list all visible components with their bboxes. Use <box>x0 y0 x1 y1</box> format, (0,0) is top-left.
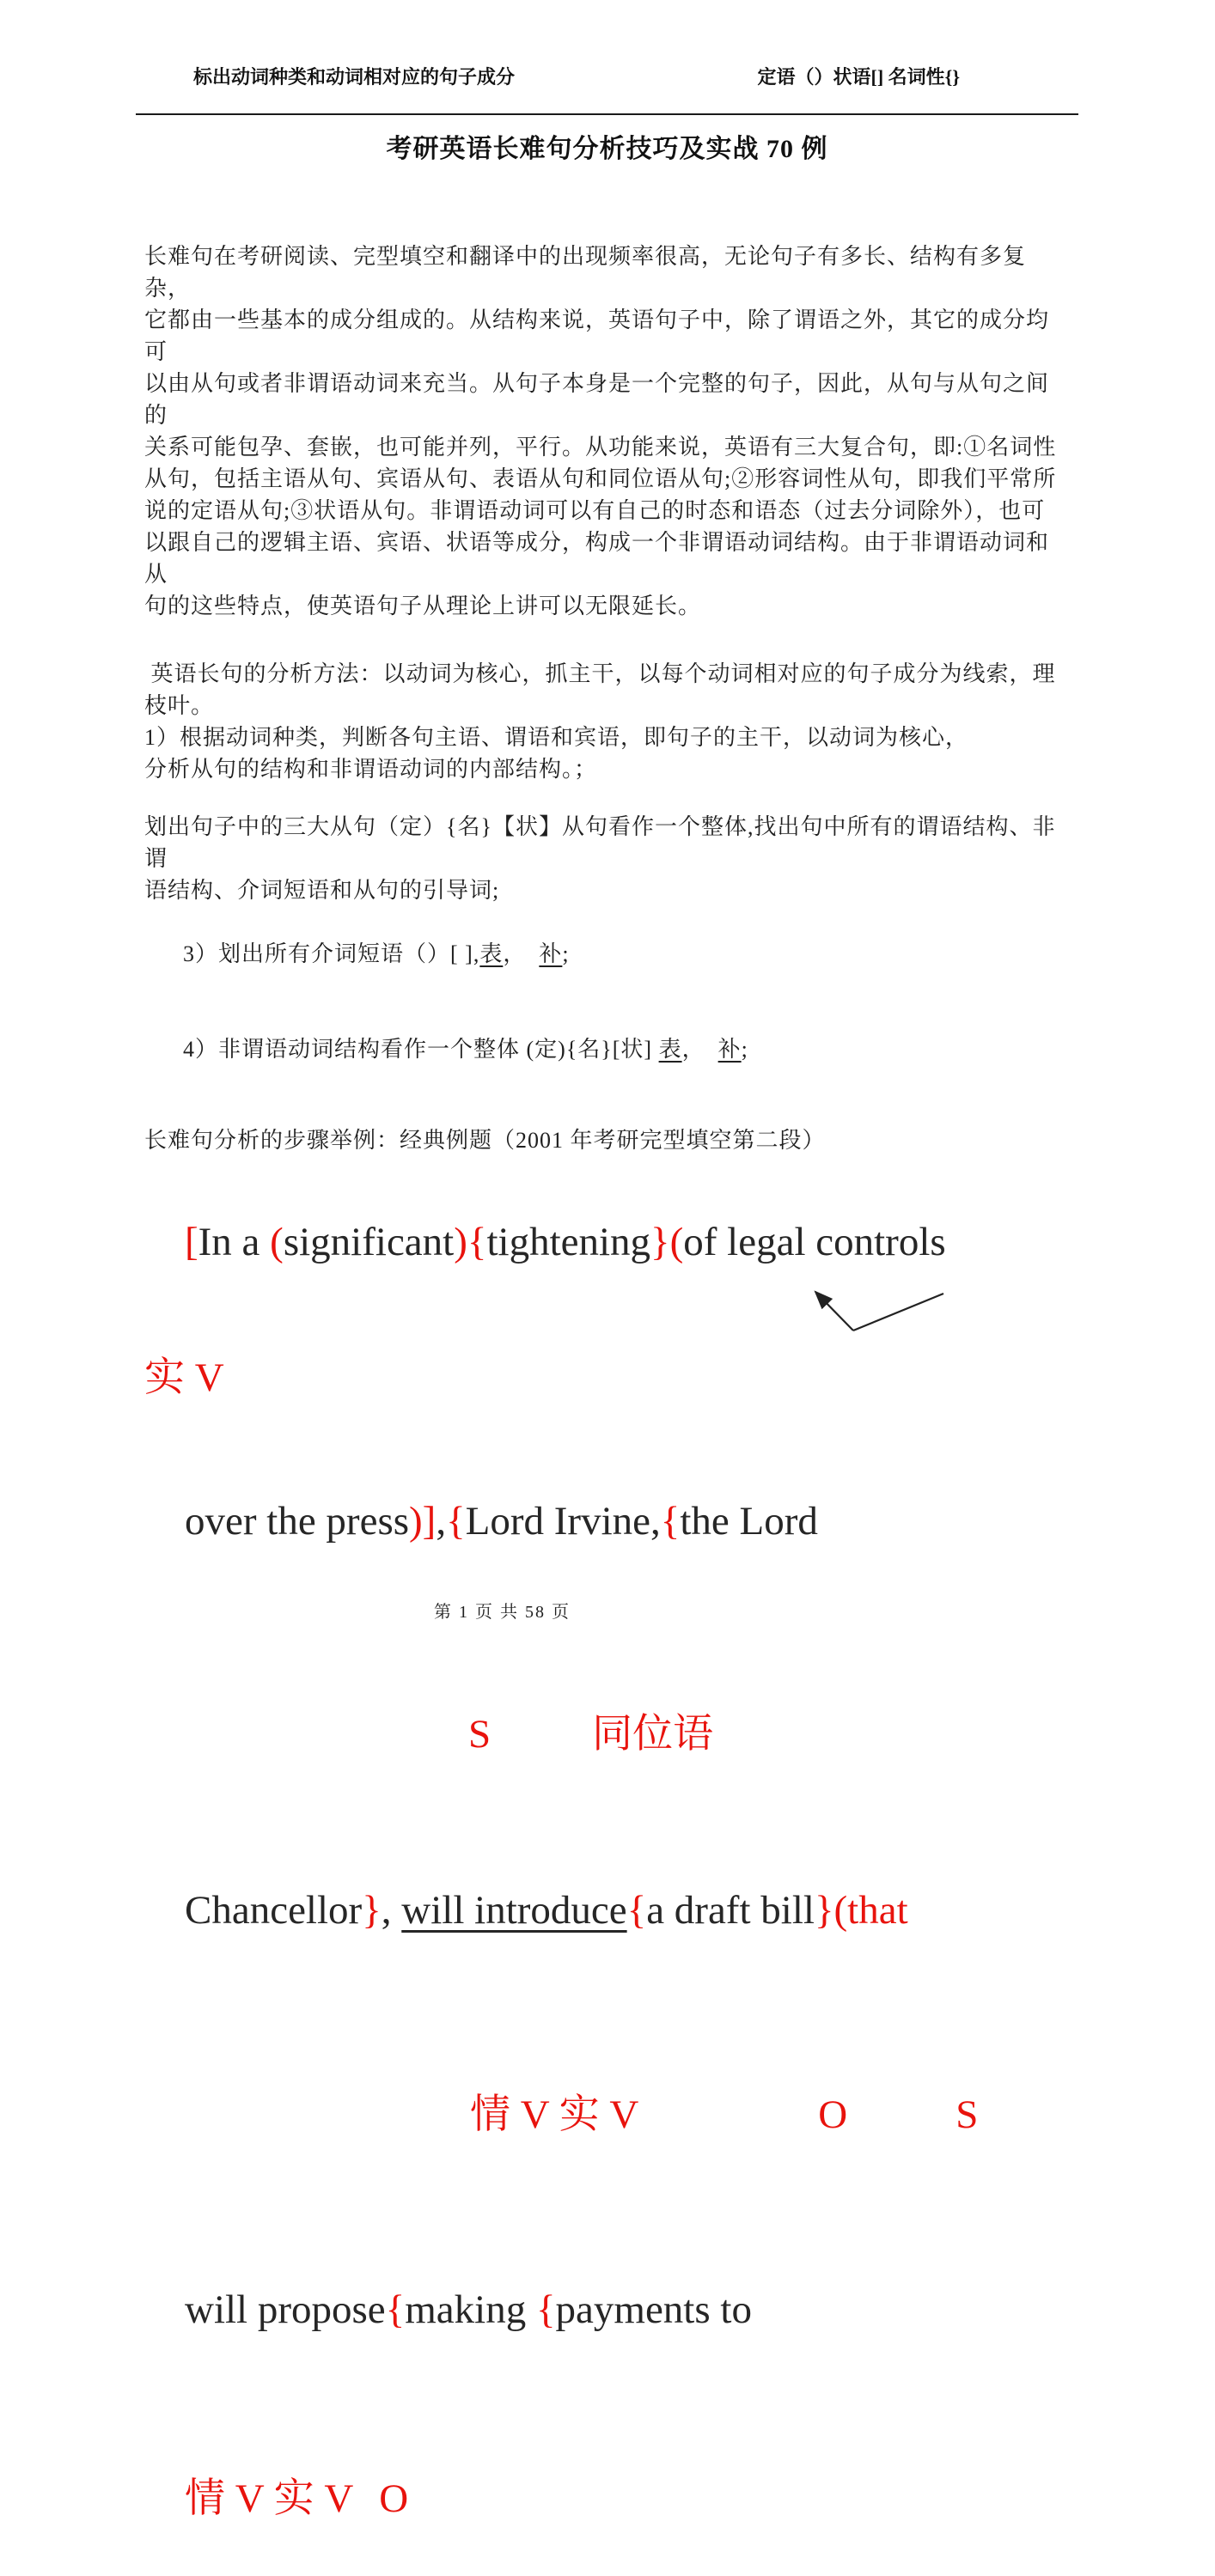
text-segment: Lord Irvine, <box>465 1499 661 1544</box>
text-line: 语结构、介词短语和从句的引导词; <box>144 878 500 903</box>
text-line: 分析从句的结构和非谓语动词的内部结构。； <box>144 757 598 782</box>
example-heading: 长难句分析的步骤举例：经典例题（2001 年考研完型填空第二段） <box>144 1128 826 1153</box>
underlined-term: 补 <box>539 941 563 966</box>
bracket: { <box>660 1499 681 1544</box>
example-annotation-line <box>144 1657 1070 1812</box>
object-label: O <box>818 2092 848 2137</box>
underlined-term: 表 <box>479 941 504 966</box>
text-segment: the Lord <box>680 1499 818 1544</box>
verb-label: 情 V 实 V <box>185 2476 354 2521</box>
text-segment: , <box>381 1888 402 1933</box>
text-line: 以跟自己的逻辑主语、宾语、状语等成分，构成一个非谓语动词结构。由于非谓语动词和从 <box>144 530 1050 587</box>
text-line: 划出句子中的三大从句（定）{名}【状】从句看作一个整体,找出句中所有的谓语结构、非谓 <box>144 814 1056 871</box>
example-annotation-line <box>144 2421 1070 2576</box>
text-line: 枝叶。 <box>144 693 215 718</box>
text-segment: In a <box>198 1220 271 1264</box>
text-segment: payments to <box>555 2287 752 2332</box>
bracket: { <box>446 1499 466 1544</box>
text-line: 英语长句的分析方法：以动词为核心，抓主干，以每个动词相对应的句子成分为线索，理 <box>144 661 1056 686</box>
intro-paragraph <box>144 241 1070 622</box>
underlined-term: 表 <box>658 1037 682 1062</box>
text-line: 它都由一些基本的成分组成的。从结构来说，英语句子中，除了谓语之外，其它的成分均可 <box>144 308 1050 364</box>
page-title: 考研英语长难句分析技巧及实战 70 例 <box>386 135 828 163</box>
text-line <box>144 1002 1070 1097</box>
underlined-term: 补 <box>717 1037 742 1062</box>
bracket: { <box>385 2287 406 2332</box>
verb-label: 情 V 实 V <box>470 2092 639 2137</box>
text-line: 1）根据动词种类，判断各句主语、谓语和宾语，即句子的主干，以动词为核心， <box>144 725 969 750</box>
bracket: } <box>362 1888 382 1933</box>
bracket: ){ <box>454 1220 487 1264</box>
steps-paragraph <box>144 811 1070 1097</box>
text-segment: of legal controls <box>683 1220 946 1264</box>
text-line: 句的这些特点，使英语句子从理论上讲可以无限延长。 <box>144 594 702 618</box>
text-line: 长难句在考研阅读、完型填空和翻译中的出现频率很高，无论句子有多长、结构有多复杂， <box>144 244 1027 301</box>
example-annotation-line <box>144 2037 1070 2192</box>
connector-arrow <box>795 1282 958 1342</box>
bracket: )] <box>409 1499 437 1544</box>
text-segment: tightening <box>486 1220 651 1264</box>
text-line: 说的定语从句;③状语从句。非谓语动词可以有自己的时态和语态（过去分词除外），也可 <box>144 498 1046 523</box>
text-line: 关系可能包孕、套嵌，也可能并列，平行。从功能来说，英语有三大复合句，即:①名词性 <box>144 435 1057 460</box>
example-line-2 <box>144 1444 1070 1599</box>
text-segment: making <box>405 2287 536 2332</box>
text-segment: 3）划出所有介词短语（）[ ], <box>183 941 480 966</box>
method-paragraph <box>144 658 1070 785</box>
example-annotation-line: 实 V <box>144 1355 224 1400</box>
text-segment: significant <box>283 1220 455 1264</box>
bracket: { <box>535 2287 556 2332</box>
text-line <box>144 906 1070 1002</box>
appositive-label: 同位语 <box>592 1712 714 1757</box>
text-segment: Chancellor <box>185 1888 363 1933</box>
text-segment: ， <box>503 941 540 966</box>
bracket: }( <box>650 1220 684 1264</box>
text-segment: 4）非谓语动词结构看作一个整体 (定){名}[状] <box>183 1037 659 1062</box>
bracket: [ <box>185 1220 198 1264</box>
text-line: 从句，包括主语从句、宾语从句、表语从句和同位语从句;②形容词性从句，即我们平常所 <box>144 466 1057 491</box>
bracket: ( <box>270 1220 284 1264</box>
header-left-label: 标出动词种类和动词相对应的句子成分 <box>193 66 516 88</box>
header-divider <box>136 113 1078 115</box>
text-segment: over the press <box>185 1499 410 1544</box>
example-line-3 <box>144 1833 1070 1988</box>
underlined-verb: will introduce <box>401 1888 627 1933</box>
text-segment: will propose <box>185 2287 386 2332</box>
subject-label: S <box>468 1712 491 1757</box>
subject-label: S <box>956 2092 979 2137</box>
page-footer: 第 1 页 共 58 页 <box>434 1603 571 1622</box>
example-line-4 <box>144 2232 1070 2387</box>
text-line: 以由从句或者非谓语动词来充当。从句子本身是一个完整的句子，因此，从句与从句之间的 <box>144 371 1050 428</box>
text-segment: ; <box>562 941 570 966</box>
bracket: { <box>626 1888 647 1933</box>
bracket: }(that <box>814 1888 908 1933</box>
text-segment: ， <box>681 1037 718 1062</box>
page-header <box>144 0 1070 89</box>
text-segment: , <box>436 1499 447 1544</box>
text-segment: ; <box>741 1037 748 1062</box>
header-right-label: 定语（）状语[] 名词性{} <box>757 66 960 88</box>
text-segment: a draft bill <box>646 1888 815 1933</box>
object-label: O <box>379 2476 409 2521</box>
